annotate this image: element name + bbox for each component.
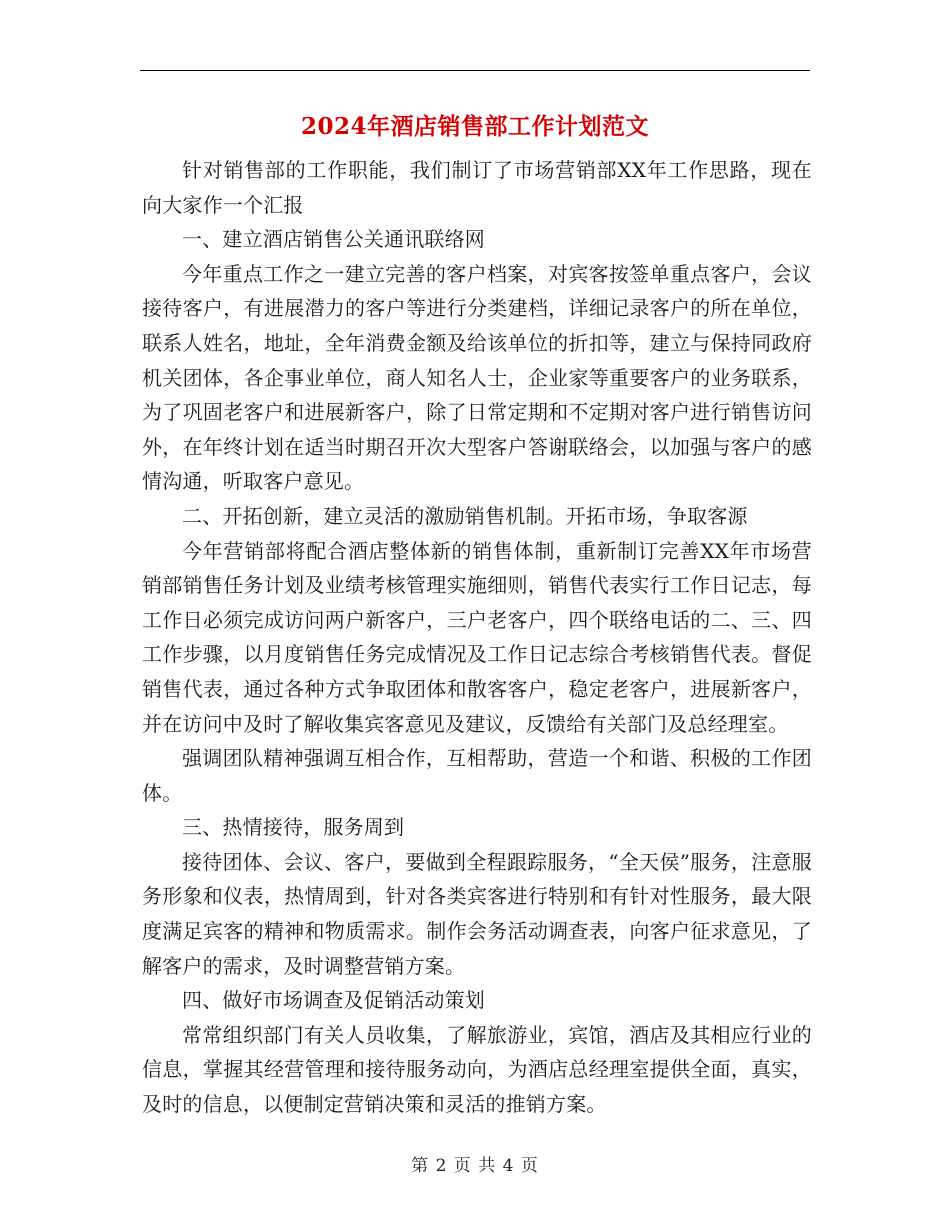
section-heading-3: 三、热情接待，服务周到 [182,815,405,840]
section-paragraph-3: 接待团体、会议、客户，要做到全程跟踪服务，“全天侯”服务，注意服务形象和仪表，热情周到，针对各类宾客进行特别和有针对性服务，最大限度满足宾客的精神和物质需求。制作会务活动调查表，向客户征求意见，了解客户的需求，及时调整营销方案。 [142,849,812,978]
section-heading-2: 二、开拓创新，建立灵活的激励销售机制。开拓市场，争取客源 [182,503,748,528]
section-heading-4: 四、做好市场调查及促销活动策划 [182,988,485,1013]
section-paragraph-2: 今年营销部将配合酒店整体新的销售体制，重新制订完善XX年市场营销部销售任务计划及业绩考核管理实施细则，销售代表实行工作日记志，每工作日必须完成访问两户新客户，三户老客户，四个联络电话的二、三、四工作步骤，以月度销售任务完成情况及工作日记志综合考核销售代表。督促销售代表，通过各种方式争取团体和散客客户，稳定老客户，进展新客户，并在访问中及时了解收集宾客意见及建议，反馈给有关部门及总经理室。 [142,538,812,736]
page-number: 第 2 页 共 4 页 [411,1156,539,1176]
header-rule [140,70,810,71]
section-paragraph-2b: 强调团队精神强调互相合作，互相帮助，营造一个和谐、积极的工作团体。 [142,746,812,805]
section-paragraph-1: 今年重点工作之一建立完善的客户档案，对宾客按签单重点客户，会议接待客户，有进展潜力的客户等进行分类建档，详细记录客户的所在单位，联系人姓名，地址，全年消费金额及给该单位的折扣等，建立与保持同政府机关团体，各企事业单位，商人知名人士，企业家等重要客户的业务联系，为了巩固老客户和进展新客户，除了日常定期和不定期对客户进行销售访问外，在年终计划在适当时期召开次大型客户答谢联络会，以加强与客户的感情沟通，听取客户意见。 [142,261,812,494]
intro-paragraph: 针对销售部的工作职能，我们制订了市场营销部XX年工作思路，现在向大家作一个汇报 [142,158,812,217]
document-title: 2024年酒店销售部工作计划范文 [300,113,649,140]
document-body [142,153,812,1122]
section-paragraph-4: 常常组织部门有关人员收集，了解旅游业，宾馆，酒店及其相应行业的信息，掌握其经营管理和接待服务动向，为酒店总经理室提供全面，真实，及时的信息，以便制定营销决策和灵活的推销方案。 [142,1022,812,1117]
section-heading-1: 一、建立酒店销售公关通讯联络网 [182,227,485,252]
